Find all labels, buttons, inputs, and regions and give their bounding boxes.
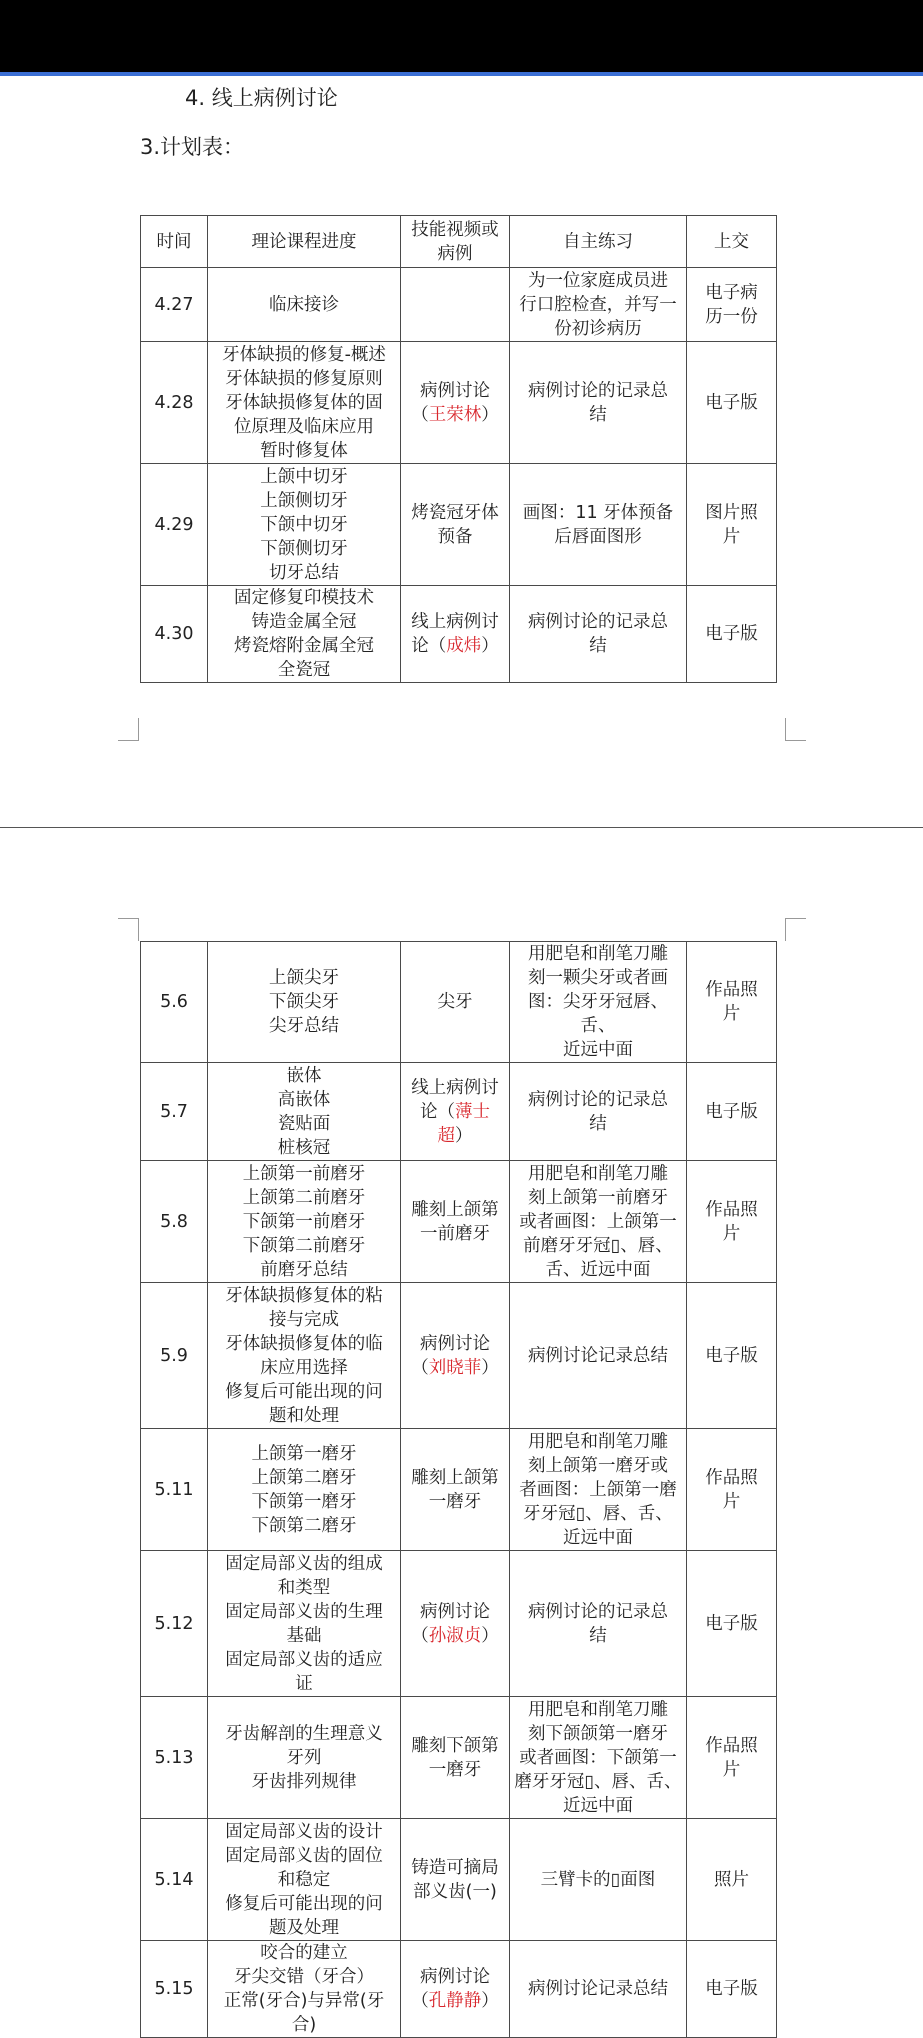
theory-cell: 固定局部义齿的设计 固定局部义齿的固位 和稳定 修复后可能出现的问 题及处理: [208, 1819, 401, 1941]
practice-cell: 画图：11 牙体预备 后唇面图形: [510, 464, 687, 586]
date-cell: 5.13: [141, 1697, 208, 1819]
date-cell: 5.12: [141, 1551, 208, 1697]
practice-cell: 用肥皂和削笔刀雕 刻上颌第一磨牙或 者画图：上颌第一磨 牙牙冠▯、唇、舌、 近远中面: [510, 1429, 687, 1551]
page-corner-mark: [118, 718, 139, 741]
section-heading: 4. 线上病例讨论: [185, 86, 338, 110]
practice-cell: 病例讨论的记录总 结: [510, 1063, 687, 1161]
page-corner-mark: [785, 718, 806, 741]
date-cell: 4.30: [141, 586, 208, 683]
table-row: [141, 1819, 777, 1941]
presenter-name: 王荣林: [428, 404, 482, 425]
status-bar: [0, 0, 923, 72]
submit-cell: 电子版: [687, 342, 777, 464]
table-row: [141, 1283, 777, 1429]
submit-cell: 电子版: [687, 1063, 777, 1161]
practice-cell: 病例讨论记录总结: [510, 1283, 687, 1429]
skill-cell: 烤瓷冠牙体 预备: [401, 464, 510, 586]
skill-cell: [401, 268, 510, 342]
skill-cell: 雕刻上颌第 一前磨牙: [401, 1161, 510, 1283]
practice-cell: 病例讨论的记录总 结: [510, 1551, 687, 1697]
skill-cell: 病例讨论 （孙淑贞）: [401, 1551, 510, 1697]
date-cell: 5.11: [141, 1429, 208, 1551]
table-row: [141, 1551, 777, 1697]
table-row: [141, 1161, 777, 1283]
plan-heading: 3.计划表：: [140, 135, 245, 159]
presenter-name: 刘晓菲: [428, 1357, 482, 1378]
date-cell: 5.9: [141, 1283, 208, 1429]
page-separator: [0, 827, 923, 828]
submit-cell: 电子版: [687, 1941, 777, 2038]
date-cell: 4.28: [141, 342, 208, 464]
skill-cell: 病例讨论 （孔静静）: [401, 1941, 510, 2038]
date-cell: 5.15: [141, 1941, 208, 2038]
header-skill: 技能视频或 病例: [401, 216, 510, 268]
submit-cell: 作品照 片: [687, 942, 777, 1063]
practice-cell: 病例讨论的记录总 结: [510, 342, 687, 464]
submit-cell: 作品照 片: [687, 1697, 777, 1819]
practice-cell: 三臂卡的▯面图: [510, 1819, 687, 1941]
theory-cell: 上颌尖牙 下颌尖牙 尖牙总结: [208, 942, 401, 1063]
presenter-name: 成炜: [446, 636, 482, 656]
table-row: [141, 586, 777, 683]
date-cell: 5.6: [141, 942, 208, 1063]
date-cell: 5.8: [141, 1161, 208, 1283]
submit-cell: 电子版: [687, 586, 777, 683]
table-row: [141, 1429, 777, 1551]
submit-cell: 作品照 片: [687, 1429, 777, 1551]
skill-cell: 雕刻下颌第 一磨牙: [401, 1697, 510, 1819]
table-row: [141, 342, 777, 464]
plan-table-page2: [140, 941, 777, 2038]
theory-cell: 临床接诊: [208, 268, 401, 342]
header-practice: 自主练习: [510, 216, 687, 268]
submit-cell: 作品照 片: [687, 1161, 777, 1283]
status-bar-accent: [0, 72, 923, 76]
presenter-name: 薄士超: [437, 1101, 490, 1146]
submit-cell: 照片: [687, 1819, 777, 1941]
page-corner-mark: [118, 918, 139, 941]
table-header-row: [141, 216, 777, 268]
theory-cell: 上颌第一前磨牙 上颌第二前磨牙 下颌第一前磨牙 下颌第二前磨牙 前磨牙总结: [208, 1161, 401, 1283]
presenter-name: 孔静静: [428, 1991, 482, 2011]
theory-cell: 牙齿解剖的生理意义 牙列 牙齿排列规律: [208, 1697, 401, 1819]
skill-cell: 铸造可摘局 部义齿(一): [401, 1819, 510, 1941]
theory-cell: 牙体缺损的修复-概述 牙体缺损的修复原则 牙体缺损修复体的固 位原理及临床应用 暂时修复体: [208, 342, 401, 464]
table-row: [141, 1063, 777, 1161]
table-row: [141, 464, 777, 586]
skill-cell: 线上病例讨 论（薄士超）: [401, 1063, 510, 1161]
page-corner-mark: [785, 918, 806, 941]
submit-cell: 电子病 历一份: [687, 268, 777, 342]
theory-cell: 固定局部义齿的组成 和类型 固定局部义齿的生理 基础 固定局部义齿的适应 证: [208, 1551, 401, 1697]
theory-cell: 上颌第一磨牙 上颌第二磨牙 下颌第一磨牙 下颌第二磨牙: [208, 1429, 401, 1551]
practice-cell: 病例讨论的记录总 结: [510, 586, 687, 683]
date-cell: 5.7: [141, 1063, 208, 1161]
practice-cell: 用肥皂和削笔刀雕 刻上颌第一前磨牙 或者画图：上颌第一 前磨牙牙冠▯、唇、 舌、近远中面: [510, 1161, 687, 1283]
table-row: [141, 1941, 777, 2038]
theory-cell: 上颌中切牙 上颌侧切牙 下颌中切牙 下颌侧切牙 切牙总结: [208, 464, 401, 586]
submit-cell: 电子版: [687, 1551, 777, 1697]
skill-cell: 尖牙: [401, 942, 510, 1063]
practice-cell: 用肥皂和削笔刀雕 刻下颌颌第一磨牙 或者画图：下颌第一 磨牙牙冠▯、唇、舌、 近远中面: [510, 1697, 687, 1819]
theory-cell: 嵌体 高嵌体 瓷贴面 桩核冠: [208, 1063, 401, 1161]
header-theory: 理论课程进度: [208, 216, 401, 268]
plan-table-page1: [140, 215, 777, 683]
theory-cell: 牙体缺损修复体的粘 接与完成 牙体缺损修复体的临 床应用选择 修复后可能出现的问 题和处理: [208, 1283, 401, 1429]
skill-cell: 病例讨论 （刘晓菲）: [401, 1283, 510, 1429]
submit-cell: 电子版: [687, 1283, 777, 1429]
table-row: [141, 268, 777, 342]
header-submit: 上交: [687, 216, 777, 268]
presenter-name: 孙淑贞: [428, 1625, 482, 1646]
date-cell: 4.29: [141, 464, 208, 586]
table-row: [141, 1697, 777, 1819]
skill-cell: 雕刻上颌第 一磨牙: [401, 1429, 510, 1551]
practice-cell: 为一位家庭成员进 行口腔检查，并写一 份初诊病历: [510, 268, 687, 342]
practice-cell: 病例讨论记录总结: [510, 1941, 687, 2038]
table-row: [141, 942, 777, 1063]
skill-cell: 病例讨论 （王荣林）: [401, 342, 510, 464]
date-cell: 5.14: [141, 1819, 208, 1941]
practice-cell: 用肥皂和削笔刀雕 刻一颗尖牙或者画 图：尖牙牙冠唇、舌、 近远中面: [510, 942, 687, 1063]
theory-cell: 咬合的建立 牙尖交错（牙合） 正常(牙合)与异常(牙 合): [208, 1941, 401, 2038]
date-cell: 4.27: [141, 268, 208, 342]
header-date: 时间: [141, 216, 208, 268]
skill-cell: 线上病例讨 论（成炜）: [401, 586, 510, 683]
submit-cell: 图片照 片: [687, 464, 777, 586]
theory-cell: 固定修复印模技术 铸造金属全冠 烤瓷熔附金属全冠 全瓷冠: [208, 586, 401, 683]
